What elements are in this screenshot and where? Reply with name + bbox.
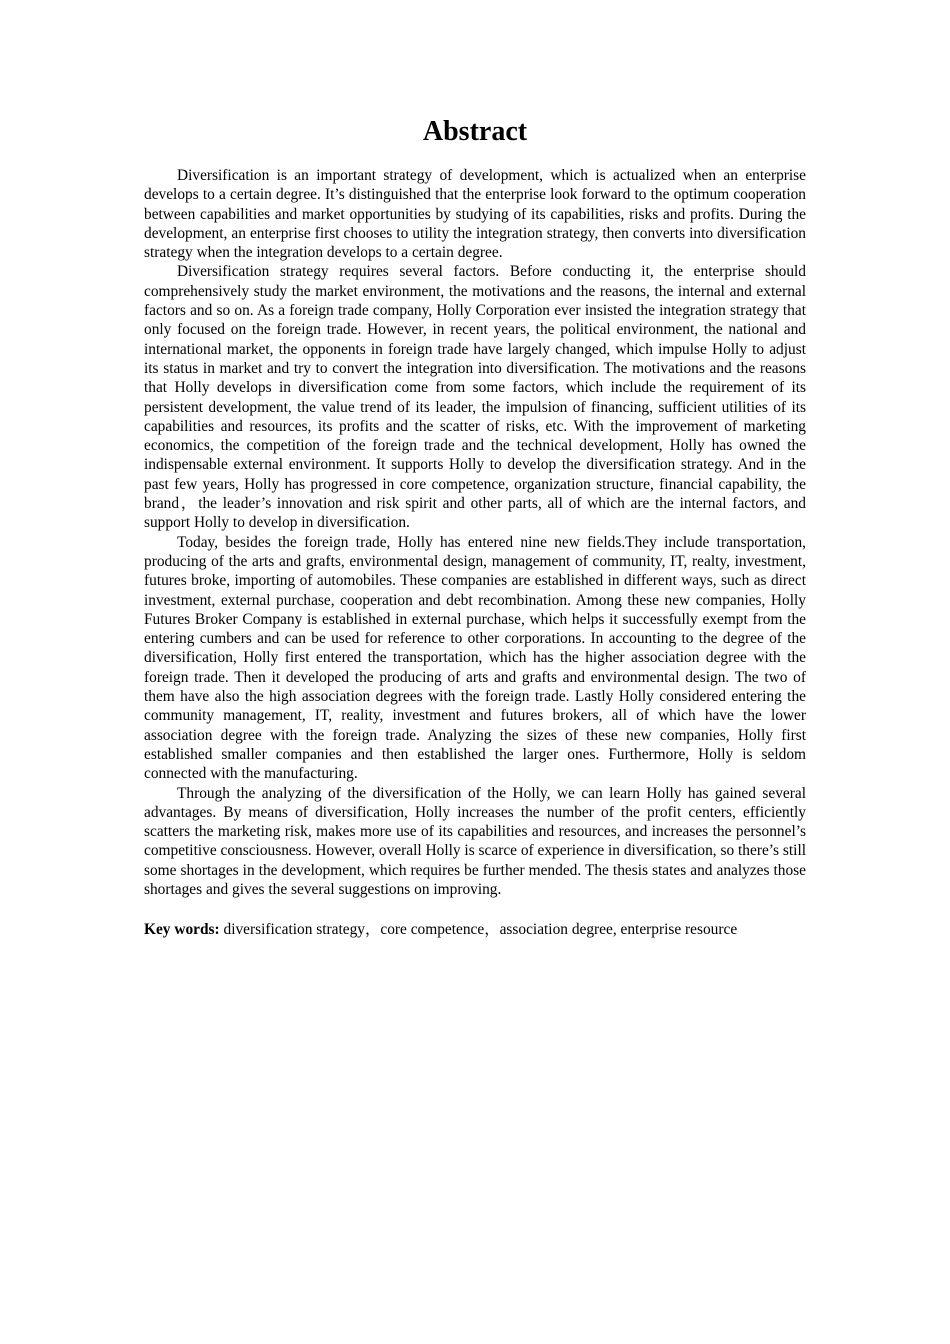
page-title: Abstract [422, 116, 528, 147]
abstract-paragraph-1: Diversification is an important strategy of development, which is actualized when an enterprise develops to a certain degree. It’s distinguished that the enterprise look forward to the optimum cooperation between capabilities and market opportunities by studying of its capabilities, risks and profits. During the development, an enterprise first chooses to utility the integration strategy, then converts into diversification strategy when the integration develops to a certain degree. [144, 167, 806, 262]
abstract-paragraph-2: Diversification strategy requires several factors. Before conducting it, the enterprise should comprehensively study the market environment, the motivations and the reasons, the internal and external factors and so on. As a foreign trade company, Holly Corporation ever insisted the integration strategy that only focused on the foreign trade. However, in recent years, the political environment, the national and international market, the opponents in foreign trade have largely changed, which impulse Holly to adjust its status in market and try to convert the integration into diversification. The motivations and the reasons that Holly develops in diversification come from some factors, which include the requirement of its persistent development, the value trend of its leader, the impulsion of financing, sufficient utilities of its capabilities and resources, its profits and the scatter of risks, etc. With the improvement of marketing economics, the competition of the foreign trade and the technical development, Holly has owned the indispensable external environment. It supports Holly to develop the diversification strategy. And in the past few years, Holly has progressed in core competence, organization structure, financial capability, the brand，the leader’s innovation and risk spirit and other parts, all of which are the internal factors, and support Holly to develop in diversification. [144, 263, 806, 532]
abstract-paragraph-3: Today, besides the foreign trade, Holly has entered nine new fields.They include transportation, producing of the arts and grafts, environmental design, management of community, IT, realty, investment, futures broke, importing of automobiles. These companies are established in different ways, such as direct investment, external purchase, cooperation and debt recombination. Among these new companies, Holly Futures Broker Company is established in external purchase, which helps it successfully exempt from the entering cumbers and can be used for reference to other corporations. In accounting to the degree of the diversification, Holly first entered the transportation, which has the higher association degree with the foreign trade. Then it developed the producing of arts and grafts and environmental design. The two of them have also the high association degrees with the foreign trade. Lastly Holly considered entering the community management, IT, reality, investment and futures brokers, all of which have the lower association degree with the foreign trade. Analyzing the sizes of these new companies, Holly first established smaller companies and then established the larger ones. Furthermore, Holly is seldom connected with the manufacturing. [144, 533, 806, 783]
keywords-text: diversification strategy，core competence，association degree, enterprise resource [219, 921, 738, 939]
abstract-page [144, 112, 806, 940]
abstract-paragraph-4: Through the analyzing of the diversification of the Holly, we can learn Holly has gained several advantages. By means of diversification, Holly increases the number of the profit centers, efficiently scatters the marketing risk, makes more use of its capabilities and resources, and increases the personnel’s competitive consciousness. However, overall Holly is scarce of experience in diversification, so there’s still some shortages in the development, which requires be further mended. The thesis states and analyzes those shortages and gives the several suggestions on improving. [144, 784, 806, 898]
keywords-line [144, 920, 806, 939]
keywords-label: Key words: [144, 921, 220, 939]
